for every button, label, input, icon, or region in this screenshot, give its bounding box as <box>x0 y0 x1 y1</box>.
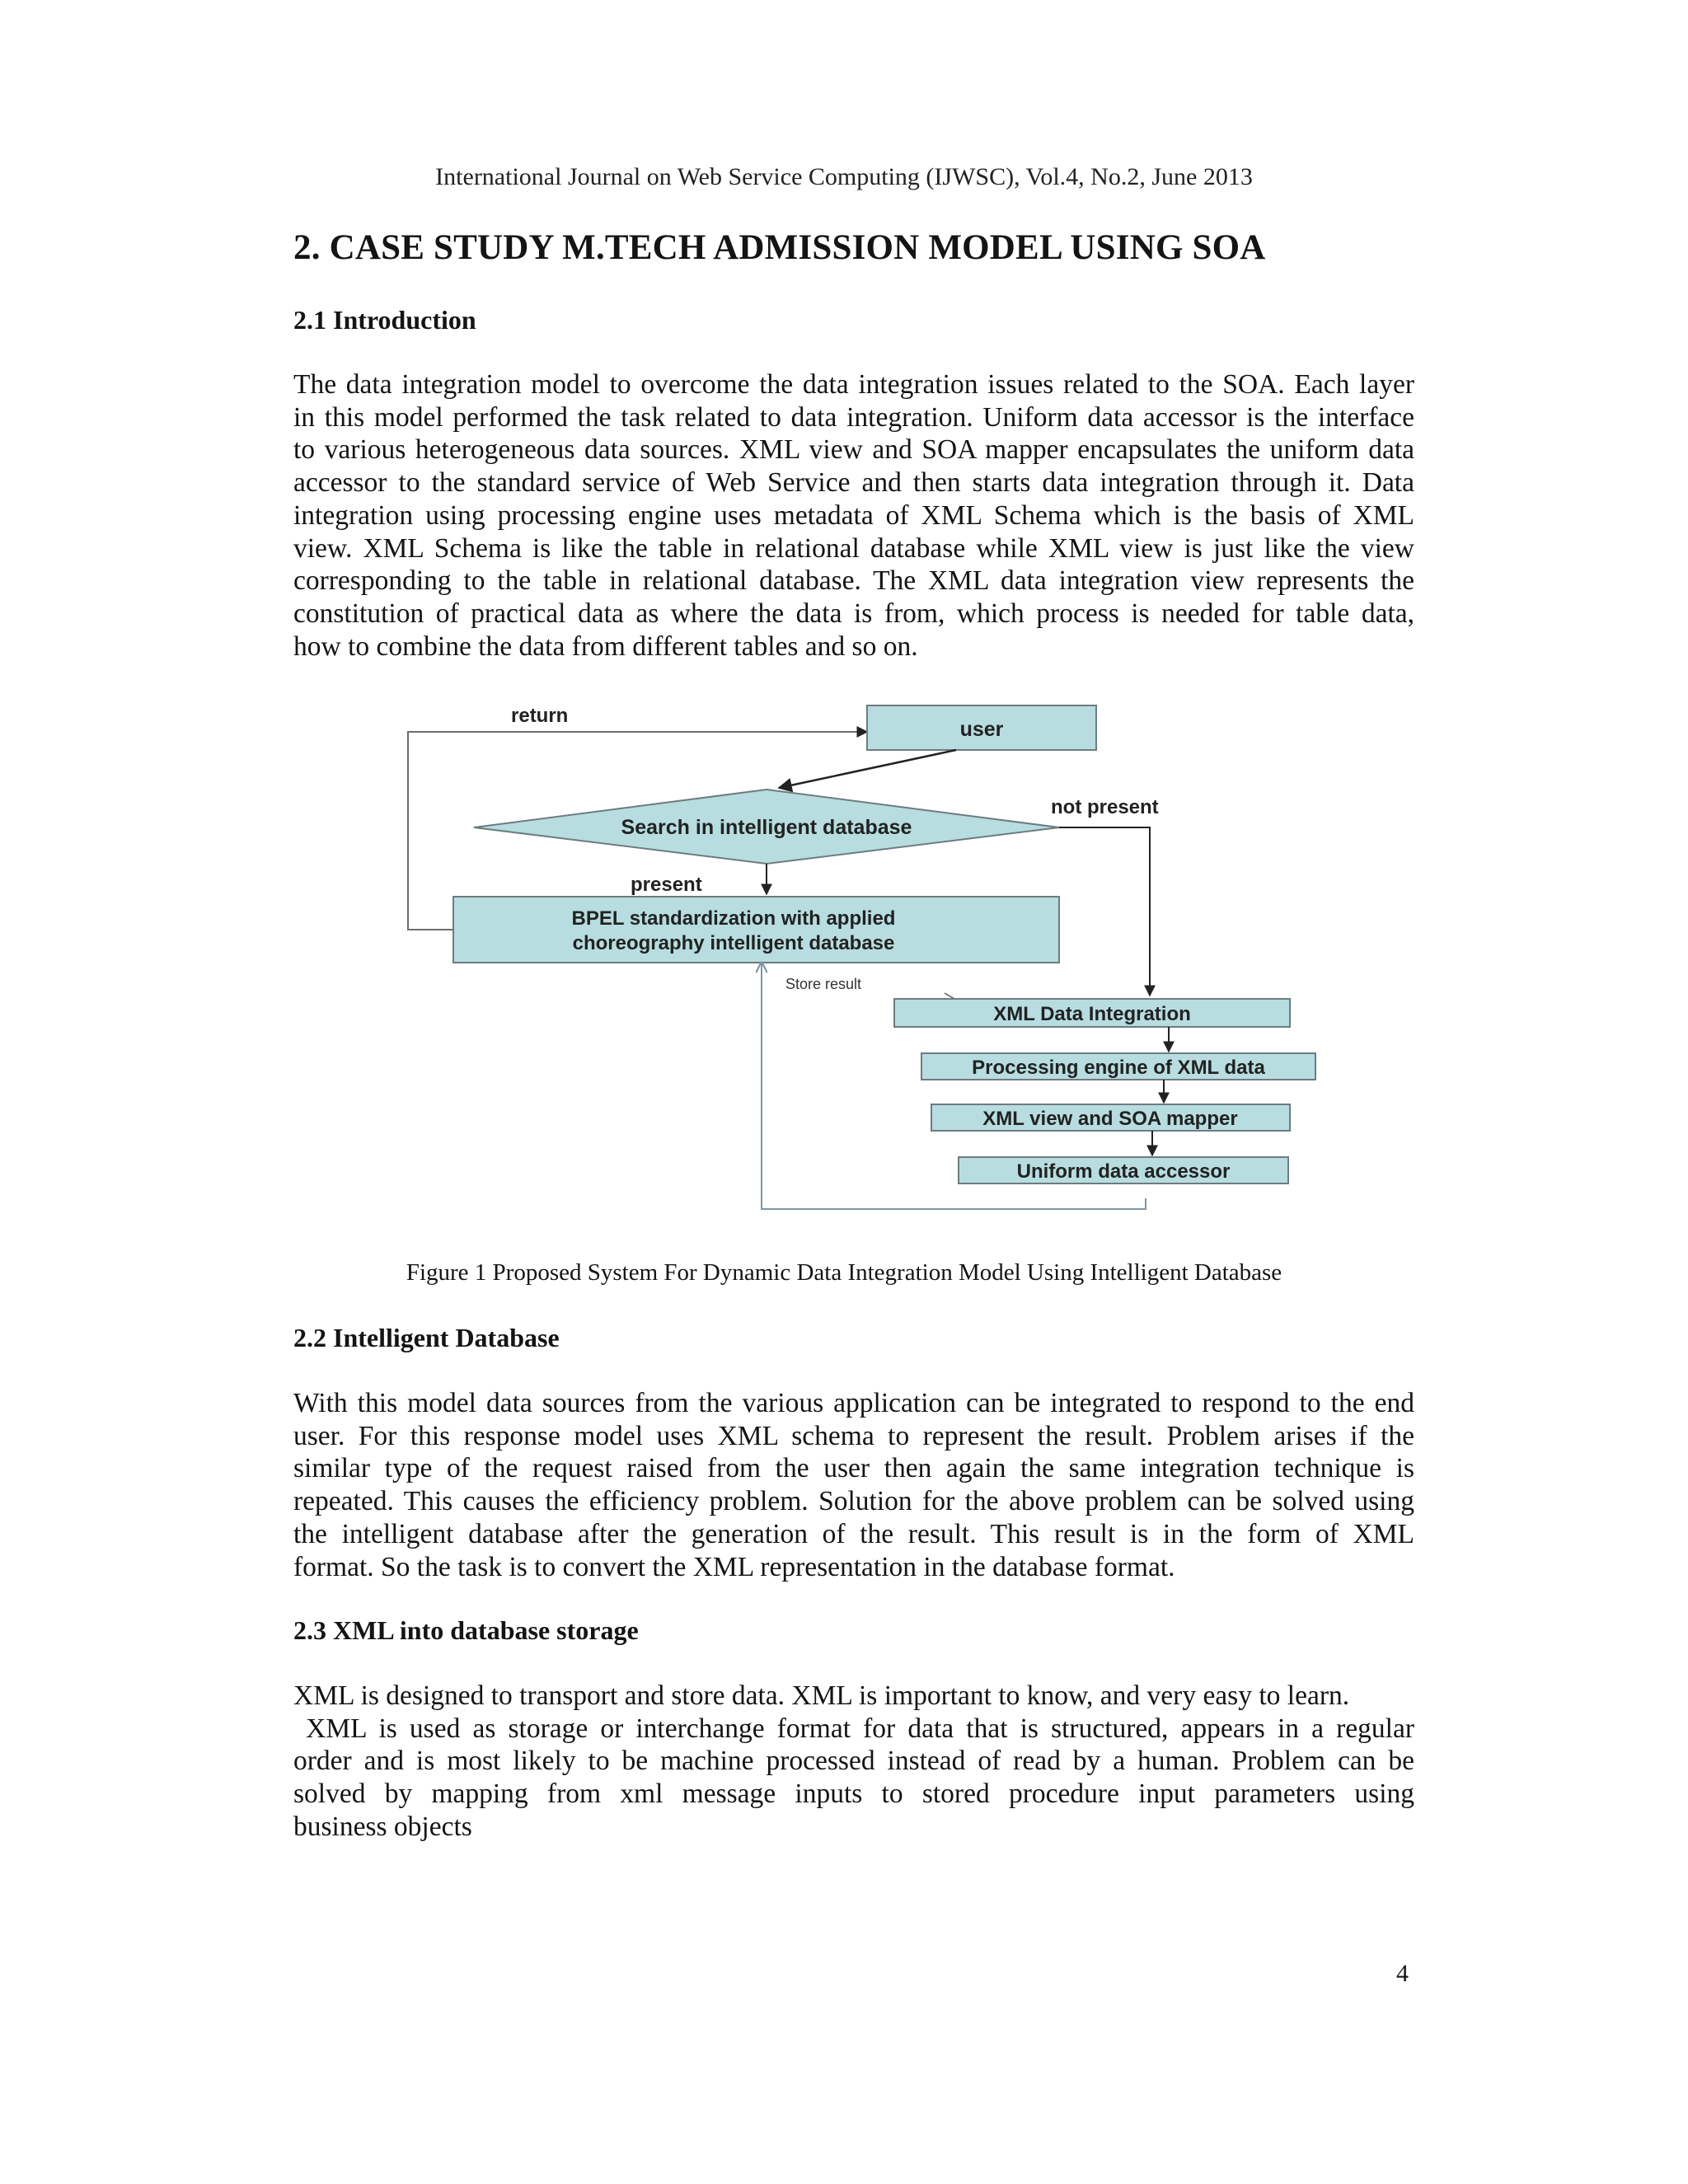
page-number: 4 <box>1396 1960 1409 1987</box>
paragraph-xml-database-storage <box>293 1680 1414 1844</box>
text-line: how to combine the data from different tables and so on. <box>293 630 918 662</box>
journal-header: International Journal on Web Service Computing (IJWSC), Vol.4, No.2, June 2013 <box>435 163 1253 190</box>
xml-data-integration-box <box>894 999 1290 1027</box>
paragraph-intelligent-database <box>293 1387 1414 1583</box>
text-line: repeated. This causes the efficiency problem. Solution for the above problem can be solved using <box>293 1486 1414 1517</box>
xml-view-soa-mapper-box <box>931 1104 1290 1131</box>
uniform-data-accessor-label: Uniform data accessor <box>1016 1160 1231 1183</box>
not-present-label: not present <box>1051 796 1159 818</box>
user-to-search-arrow <box>779 750 956 788</box>
text-line: XML is used as storage or interchange format for data that is structured, appears in a regular <box>293 1713 1414 1744</box>
processing-engine-box <box>921 1053 1315 1080</box>
user-label: user <box>959 718 1004 741</box>
not-present-connector <box>1059 827 1150 996</box>
text-line: view. XML Schema is like the table in relational database while XML view is just like the view <box>293 532 1414 564</box>
user-box <box>867 705 1096 750</box>
text-line: order and is most likely to be machine processed instead of read by a human. Problem can be <box>293 1746 1414 1777</box>
text-line: user. For this response model uses XML schema to represent the result. Problem arises if the <box>293 1420 1414 1451</box>
present-label: present <box>631 874 702 896</box>
flowchart-figure <box>387 692 1360 1220</box>
text-line: in this model performed the task related to data integration. Uniform data accessor is the interface <box>293 401 1414 433</box>
store-result-label: Store result <box>785 976 862 992</box>
xml-view-soa-mapper-label: XML view and SOA mapper <box>982 1108 1238 1130</box>
figure-caption: Figure 1 Proposed System For Dynamic Data Integration Model Using Intelligent Database <box>406 1259 1282 1286</box>
heading-introduction: 2.1 Introduction <box>293 305 476 335</box>
bpel-box <box>453 897 1059 963</box>
uniform-data-accessor-box <box>959 1157 1288 1183</box>
heading-xml-database-storage: 2.3 XML into database storage <box>293 1615 639 1645</box>
text-line: constitution of practical data as where the data is from, which process is needed for table data, <box>293 598 1414 629</box>
bpel-label-line2: choreography intelligent database <box>572 932 895 954</box>
search-decision-diamond <box>474 790 1059 864</box>
text-line: similar type of the request raised from the user then again the same integration technique is <box>293 1453 1414 1484</box>
store-result-tick <box>945 993 954 999</box>
text-line: integration using processing engine uses metadata of XML Schema which is the basis of XML <box>293 499 1414 531</box>
return-label: return <box>511 705 569 727</box>
heading-intelligent-database: 2.2 Intelligent Database <box>293 1323 560 1352</box>
search-label: Search in intelligent database <box>621 816 912 839</box>
text-line: corresponding to the table in relational database. The XML data integration view represents the <box>293 565 1414 597</box>
text-line: The data integration model to overcome the data integration issues related to the SOA. Each layer <box>293 369 1414 400</box>
text-line: to various heterogeneous data sources. XML view and SOA mapper encapsulates the uniform data <box>293 434 1414 466</box>
processing-engine-label: Processing engine of XML data <box>972 1057 1265 1079</box>
section-title: 2. CASE STUDY M.TECH ADMISSION MODEL USING SOA <box>293 228 1266 267</box>
text-line: the intelligent database after the generation of the result. This result is in the form of XML <box>293 1518 1414 1549</box>
text-line: accessor to the standard service of Web Service and then starts data integration through it. Data <box>293 467 1414 499</box>
text-line: With this model data sources from the various application can be integrated to respond to the end <box>293 1388 1414 1418</box>
text-line: format. So the task is to convert the XML representation in the database format. <box>293 1551 1175 1582</box>
bpel-label-line1: BPEL standardization with applied <box>571 907 896 930</box>
paragraph-introduction <box>293 368 1414 663</box>
text-line: solved by mapping from xml message inputs to stored procedure input parameters using <box>293 1779 1414 1810</box>
xml-data-integration-label: XML Data Integration <box>993 1003 1191 1025</box>
text-line: XML is designed to transport and store data. XML is important to know, and very easy to learn. <box>293 1680 1350 1711</box>
text-line: business objects <box>293 1811 472 1842</box>
